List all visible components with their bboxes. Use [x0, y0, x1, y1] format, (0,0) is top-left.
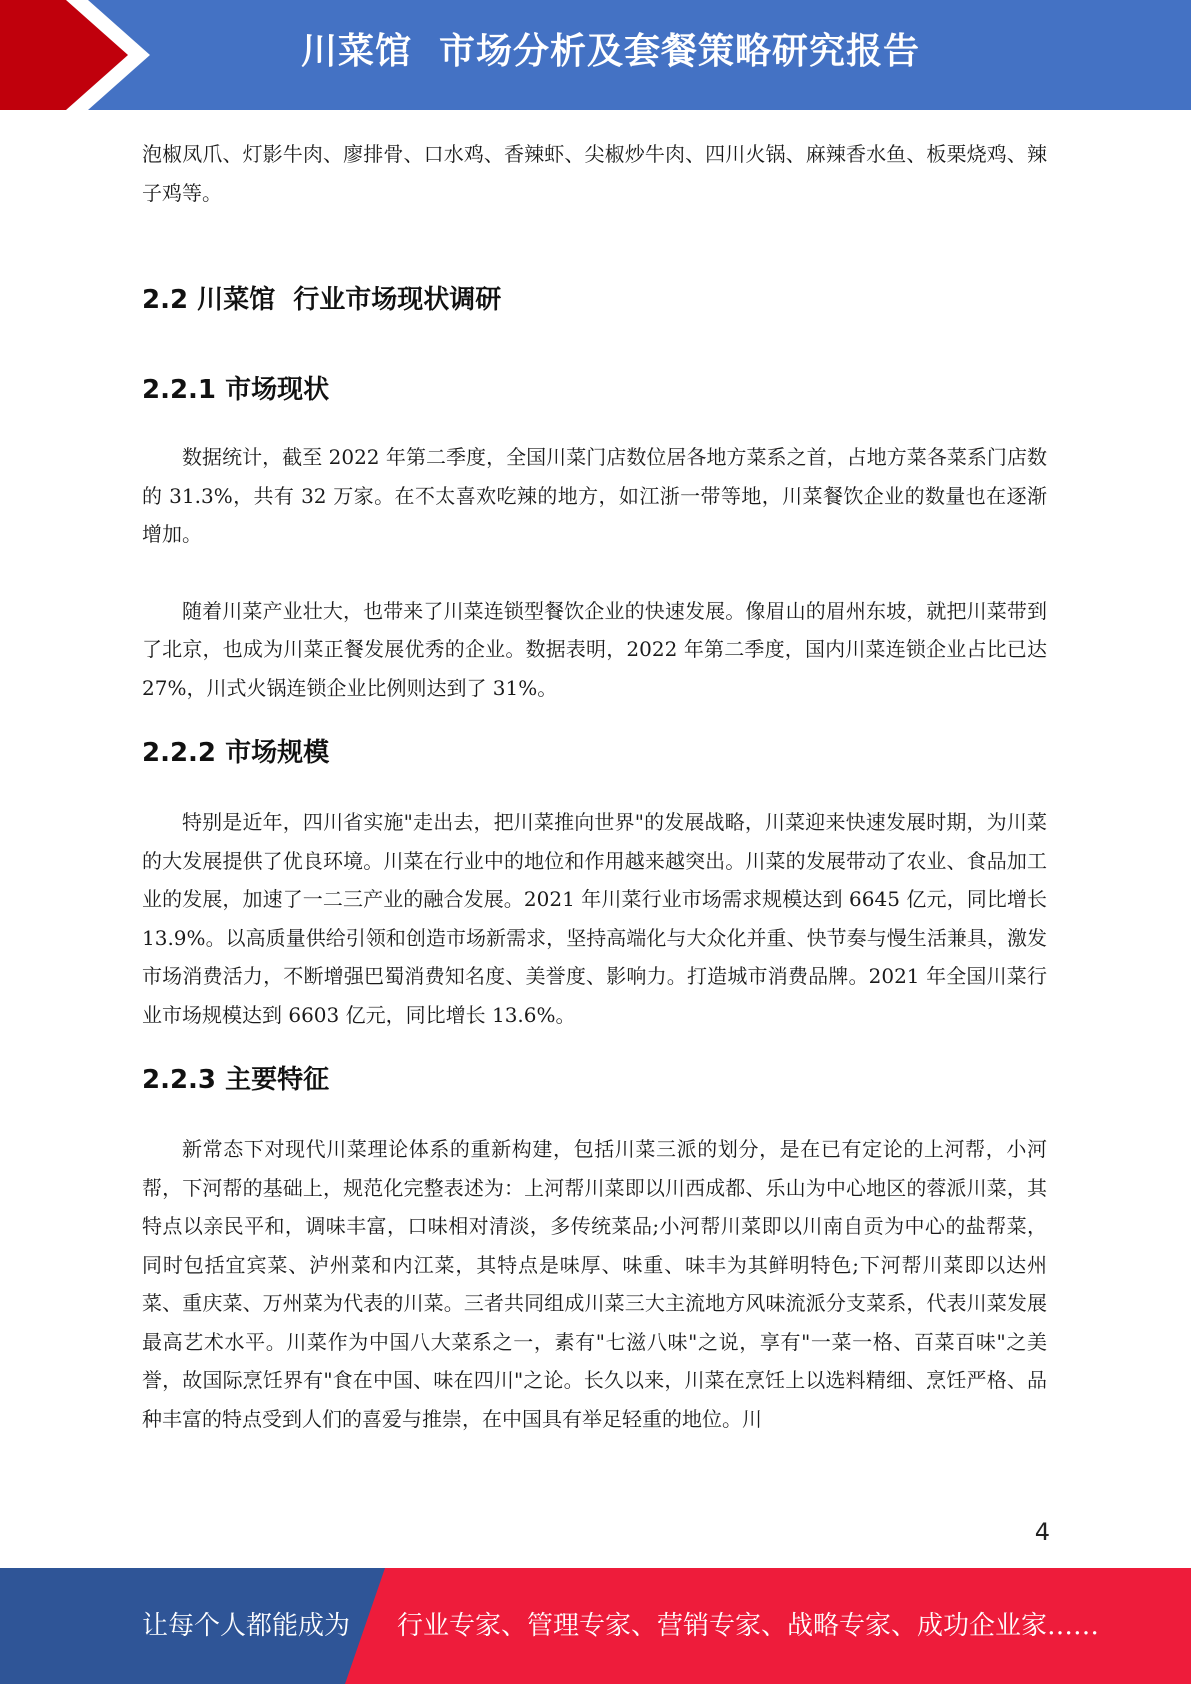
- document-body: [142, 135, 1047, 1438]
- section-heading-2-2-2: 2.2.2 市场规模: [142, 738, 330, 768]
- paragraph-market-scale: 特别是近年，四川省实施"走出去，把川菜推向世界"的发展战略，川菜迎来快速发展时期，为川菜的大发展提供了优良环境。川菜在行业中的地位和作用越来越突出。川菜的发展带动了农业、食品加工业的发展，加速了一二三产业的融合发展。2021 年川菜行业市场需求规模达到 6645 亿元，同比增长 13.9%。以高质量供给引领和创造市场新需求，坚持高端化与大众化并重、快节奏与慢生活兼具，激发市场消费活力，不断增强巴蜀消费知名度、美誉度、影响力。打造城市消费品牌。2021 年全国川菜行业市场规模达到 6603 亿元，同比增长 13.6%。: [142, 810, 1047, 1027]
- footer-slogan-right: 行业专家、管理专家、营销专家、战略专家、成功企业家……: [397, 1611, 1100, 1641]
- section-heading-2-2: 2.2 川菜馆 行业市场现状调研: [142, 285, 502, 315]
- page-header: [0, 0, 1191, 110]
- paragraph-market-status-2: 随着川菜产业壮大，也带来了川菜连锁型餐饮企业的快速发展。像眉山的眉州东坡，就把川菜带到了北京，也成为川菜正餐发展优秀的企业。数据表明，2022 年第二季度，国内川菜连锁企业占比已达 27%，川式火锅连锁企业比例则达到了 31%。: [142, 598, 1047, 700]
- section-heading-2-2-3: 2.2.3 主要特征: [142, 1065, 330, 1095]
- page-number: 4: [1034, 1518, 1050, 1546]
- intro-paragraph: 泡椒凤爪、灯影牛肉、廖排骨、口水鸡、香辣虾、尖椒炒牛肉、四川火锅、麻辣香水鱼、板栗烧鸡、辣子鸡等。: [142, 142, 1047, 205]
- page-footer: [0, 1568, 1191, 1684]
- footer-slogan-left: 让每个人都能成为: [142, 1611, 351, 1641]
- paragraph-market-status-1: 数据统计，截至 2022 年第二季度，全国川菜门店数位居各地方菜系之首，占地方菜各菜系门店数的 31.3%，共有 32 万家。在不太喜欢吃辣的地方，如江浙一带等地，川菜餐饮企业的数量也在逐渐增加。: [142, 445, 1047, 546]
- section-heading-2-2-1: 2.2.1 市场现状: [142, 375, 330, 405]
- report-title: 川菜馆 市场分析及套餐策略研究报告: [300, 31, 921, 72]
- paragraph-main-features: 新常态下对现代川菜理论体系的重新构建，包括川菜三派的划分，是在已有定论的上河帮，小河帮，下河帮的基础上，规范化完整表述为：上河帮川菜即以川西成都、乐山为中心地区的蓉派川菜，其特点以亲民平和，调味丰富，口味相对清淡，多传统菜品;小河帮川菜即以川南自贡为中心的盐帮菜，同时包括宜宾菜、泸州菜和内江菜，其特点是味厚、味重、味丰为其鲜明特色;下河帮川菜即以达州菜、重庆菜、万州菜为代表的川菜。三者共同组成川菜三大主流地方风味流派分支菜系，代表川菜发展最高艺术水平。川菜作为中国八大菜系之一，素有"七滋八味"之说，享有"一菜一格、百菜百味"之美誉，故国际烹饪界有"食在中国、味在四川"之论。长久以来，川菜在烹饪上以选料精细、烹饪严格、品种丰富的特点受到人们的喜爱与推崇，在中国具有举足轻重的地位。川: [142, 1137, 1047, 1431]
